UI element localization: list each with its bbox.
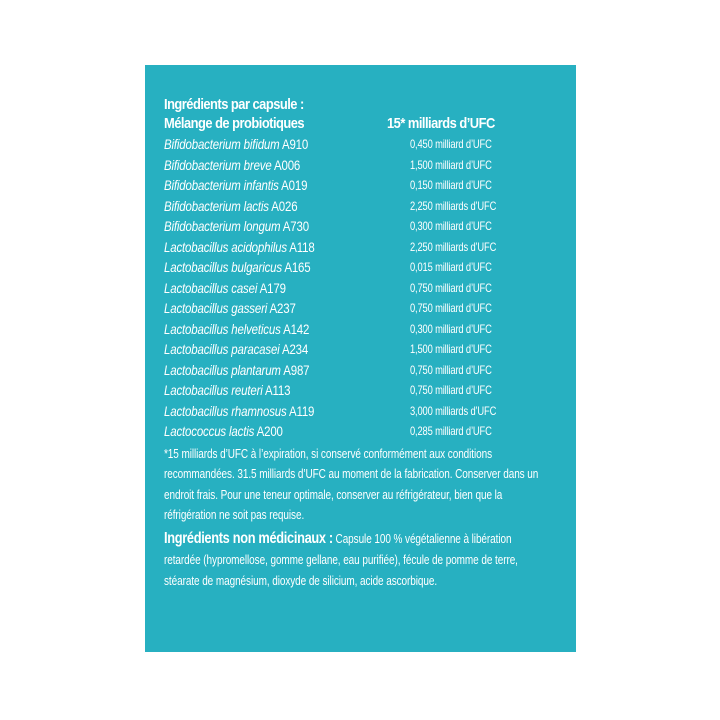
- strain-species: Lactococcus lactis: [164, 423, 255, 439]
- strain-species: Lactobacillus rhamnosus: [164, 402, 287, 419]
- strain-code: A119: [286, 402, 315, 419]
- strain-row: [164, 319, 564, 340]
- strain-amount: 0,750 milliard d’UFC: [410, 383, 492, 397]
- strain-code: A987: [280, 361, 310, 378]
- strain-species: Bifidobacterium infantis: [164, 177, 279, 193]
- strain-name: [164, 175, 307, 196]
- strain-species: Lactobacillus bulgaricus: [164, 259, 282, 275]
- strain-row: [164, 298, 564, 319]
- strain-name: [164, 155, 300, 176]
- strain-amount: 0,450 milliard d’UFC: [410, 137, 492, 151]
- strain-species: Bifidobacterium breve: [164, 156, 272, 173]
- strain-amount: 0,300 milliard d’UFC: [410, 321, 492, 336]
- strain-amount: 0,750 milliard d’UFC: [410, 362, 492, 377]
- ingredients-heading: Ingrédients par capsule :: [164, 96, 304, 113]
- strain-code: A006: [271, 156, 301, 173]
- strain-amount: 0,285 milliard d’UFC: [410, 424, 492, 438]
- strain-row: [164, 380, 564, 401]
- strain-row: [164, 175, 564, 196]
- strain-code: A165: [281, 259, 311, 275]
- strain-species: Bifidobacterium bifidum: [164, 136, 280, 152]
- non-medicinal-ingredients: [164, 528, 548, 592]
- strain-amount: 3,000 milliards d’UFC: [410, 403, 497, 418]
- strain-code: A118: [286, 238, 315, 255]
- strain-species: Lactobacillus acidophilus: [164, 238, 287, 255]
- strain-row: [164, 237, 564, 258]
- strain-name: [164, 339, 308, 360]
- strain-row: [164, 339, 564, 360]
- strain-species: Bifidobacterium lactis: [164, 197, 269, 214]
- strain-name: [164, 380, 290, 401]
- strain-species: Lactobacillus helveticus: [164, 320, 281, 337]
- strain-code: A237: [267, 300, 296, 316]
- strain-code: A142: [280, 320, 310, 337]
- strain-code: A026: [268, 197, 298, 214]
- non-medicinal-text: Capsule 100 % végétalienne à libération retardée (hypromellose, gomme gellane, eau purifiée), fécule de pomme de terre, stéarate de magnésium, dioxyde de silicium, acide ascorbique.: [164, 531, 518, 588]
- strain-amount: 0,300 milliard d’UFC: [410, 219, 492, 233]
- strain-amount: 1,500 milliard d’UFC: [410, 157, 492, 172]
- strain-amount: 0,015 milliard d’UFC: [410, 260, 492, 274]
- strain-code: A019: [278, 177, 308, 193]
- strain-amount: 0,750 milliard d’UFC: [410, 280, 492, 295]
- non-medicinal-label: Ingrédients non médicinaux :: [164, 529, 333, 547]
- strain-species: Lactobacillus reuteri: [164, 382, 263, 398]
- strain-code: A910: [279, 136, 309, 152]
- strain-row: [164, 421, 564, 442]
- strain-row: [164, 155, 564, 176]
- strain-species: Bifidobacterium longum: [164, 218, 281, 234]
- strain-row: [164, 401, 564, 422]
- strain-name: [164, 216, 309, 237]
- storage-footnote: *15 milliards d’UFC à l’expiration, si conservé conformément aux conditions recommandées. 31.5 milliards d’UFC au moment de la fabrication. Conserver dans un endroit frais. Pour une teneur optimale, conserver au réfrigérateur, bien que la réfrigération ne soit pas requise.: [164, 446, 539, 522]
- strain-row: [164, 134, 564, 155]
- strain-code: A113: [262, 382, 291, 398]
- strain-name: [164, 278, 286, 299]
- strain-code: A730: [280, 218, 309, 234]
- strain-name: [164, 298, 296, 319]
- strain-name: [164, 134, 308, 155]
- strain-name: [164, 237, 315, 258]
- strain-name: [164, 319, 309, 340]
- strain-code: A234: [279, 341, 309, 357]
- strain-row: [164, 196, 564, 217]
- strain-name: [164, 257, 311, 278]
- strain-row: [164, 216, 564, 237]
- strain-row: [164, 278, 564, 299]
- strain-code: A179: [257, 279, 286, 296]
- strain-amount: 2,250 milliards d’UFC: [410, 198, 497, 213]
- blend-name: Mélange de probiotiques: [164, 115, 305, 132]
- strain-amount: 0,750 milliard d’UFC: [410, 301, 492, 315]
- ingredients-panel: [145, 65, 576, 652]
- strain-name: [164, 360, 309, 381]
- strain-name: [164, 421, 283, 442]
- blend-amount: 15* milliards d’UFC: [387, 115, 495, 132]
- strain-code: A200: [254, 423, 283, 439]
- probiotic-blend-row: [164, 114, 564, 134]
- strain-species: Lactobacillus gasseri: [164, 300, 268, 316]
- strain-name: [164, 401, 314, 422]
- strain-species: Lactobacillus plantarum: [164, 361, 281, 378]
- strain-species: Lactobacillus paracasei: [164, 341, 280, 357]
- strain-list: [164, 134, 564, 442]
- strain-row: [164, 257, 564, 278]
- strain-amount: 1,500 milliard d’UFC: [410, 342, 492, 356]
- strain-species: Lactobacillus casei: [164, 279, 258, 296]
- strain-amount: 0,150 milliard d’UFC: [410, 178, 492, 192]
- strain-amount: 2,250 milliards d’UFC: [410, 239, 497, 254]
- strain-name: [164, 196, 297, 217]
- strain-row: [164, 360, 564, 381]
